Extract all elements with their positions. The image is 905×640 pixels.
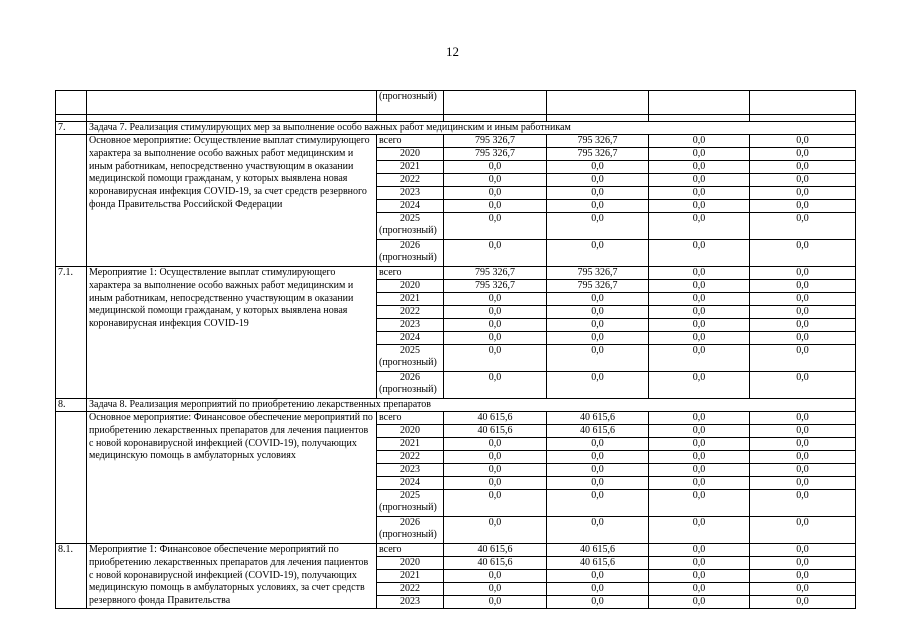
amount-cell: 0,0 bbox=[750, 174, 856, 187]
amount-cell: 0,0 bbox=[547, 477, 649, 490]
year-cell: 2021 bbox=[377, 161, 444, 174]
amount-cell: 40 615,6 bbox=[444, 557, 547, 570]
table-row bbox=[56, 91, 856, 115]
year-cell: 2022 bbox=[377, 451, 444, 464]
amount-cell: 0,0 bbox=[649, 135, 750, 148]
amount-cell: 0,0 bbox=[547, 517, 649, 544]
amount-cell: 0,0 bbox=[444, 187, 547, 200]
amount-cell: 40 615,6 bbox=[444, 544, 547, 557]
amount-cell: 0,0 bbox=[750, 267, 856, 280]
amount-cell: 0,0 bbox=[649, 345, 750, 372]
amount-cell: 0,0 bbox=[547, 319, 649, 332]
amount-cell: 0,0 bbox=[444, 161, 547, 174]
amount-cell: 0,0 bbox=[444, 240, 547, 267]
year-cell: 2023 bbox=[377, 187, 444, 200]
amount-cell: 0,0 bbox=[750, 319, 856, 332]
year-cell: 2026 (прогнозный) bbox=[377, 240, 444, 267]
year-cell: 2022 bbox=[377, 174, 444, 187]
year-cell: 2025 (прогнозный) bbox=[377, 345, 444, 372]
amount-cell: 0,0 bbox=[750, 135, 856, 148]
year-cell: 2024 bbox=[377, 332, 444, 345]
year-cell: 2023 bbox=[377, 464, 444, 477]
amount-cell: 0,0 bbox=[750, 596, 856, 609]
year-cell: всего bbox=[377, 412, 444, 425]
amount-cell: 0,0 bbox=[444, 345, 547, 372]
amount-cell: 0,0 bbox=[649, 372, 750, 399]
year-cell: 2021 bbox=[377, 438, 444, 451]
item-number bbox=[56, 135, 87, 267]
year-cell: всего bbox=[377, 544, 444, 557]
table-body bbox=[56, 91, 856, 609]
amount-cell: 0,0 bbox=[444, 293, 547, 306]
amount-cell: 0,0 bbox=[547, 345, 649, 372]
amount-cell: 0,0 bbox=[649, 306, 750, 319]
amount-cell: 0,0 bbox=[649, 200, 750, 213]
amount-cell: 0,0 bbox=[547, 240, 649, 267]
item-description: Мероприятие 1: Финансовое обеспечение мероприятий по приобретению лекарственных препаратов для лечения пациентов с новой коронавирусной инфекцией (COVID-19), получающих медицинскую помощь в амбулаторных условиях, за счет средств резервного фонда Правительства bbox=[87, 544, 377, 609]
amount-cell: 0,0 bbox=[444, 319, 547, 332]
amount-cell: 0,0 bbox=[750, 490, 856, 517]
amount-cell: 0,0 bbox=[444, 174, 547, 187]
amount-cell: 0,0 bbox=[649, 319, 750, 332]
amount-cell: 0,0 bbox=[547, 438, 649, 451]
amount-cell: 0,0 bbox=[649, 412, 750, 425]
amount-cell: 0,0 bbox=[547, 187, 649, 200]
amount-cell: 0,0 bbox=[547, 293, 649, 306]
amount-cell: 0,0 bbox=[649, 293, 750, 306]
amount-cell: 0,0 bbox=[444, 570, 547, 583]
amount-cell: 0,0 bbox=[649, 464, 750, 477]
amount-cell: 0,0 bbox=[444, 372, 547, 399]
amount-cell: 0,0 bbox=[547, 372, 649, 399]
amount-cell: 795 326,7 bbox=[444, 135, 547, 148]
amount-cell: 0,0 bbox=[750, 161, 856, 174]
amount-cell: 795 326,7 bbox=[547, 135, 649, 148]
year-cell: 2021 bbox=[377, 293, 444, 306]
amount-cell: 795 326,7 bbox=[547, 148, 649, 161]
amount-cell: 0,0 bbox=[649, 332, 750, 345]
amount-cell: 0,0 bbox=[649, 213, 750, 240]
amount-cell: 0,0 bbox=[750, 332, 856, 345]
amount-cell: 795 326,7 bbox=[444, 267, 547, 280]
amount-cell: 795 326,7 bbox=[547, 280, 649, 293]
amount-cell: 40 615,6 bbox=[444, 425, 547, 438]
item-number: 8.1. bbox=[56, 544, 87, 609]
task-title: Задача 8. Реализация мероприятий по приобретению лекарственных препаратов bbox=[87, 399, 856, 412]
amount-cell: 0,0 bbox=[649, 240, 750, 267]
task-number: 7. bbox=[56, 122, 87, 135]
amount-cell: 0,0 bbox=[750, 570, 856, 583]
amount-cell: 0,0 bbox=[649, 187, 750, 200]
amount-cell: 40 615,6 bbox=[547, 412, 649, 425]
amount-cell: 0,0 bbox=[750, 306, 856, 319]
amount-cell: 0,0 bbox=[547, 213, 649, 240]
amount-cell: 0,0 bbox=[444, 200, 547, 213]
page-number: 12 bbox=[446, 44, 459, 59]
amount-cell: 0,0 bbox=[547, 200, 649, 213]
amount-cell: 0,0 bbox=[750, 517, 856, 544]
task-number: 8. bbox=[56, 399, 87, 412]
amount-cell: 0,0 bbox=[547, 583, 649, 596]
amount-cell: 0,0 bbox=[750, 148, 856, 161]
program-finance-table bbox=[55, 90, 856, 609]
amount-cell: 0,0 bbox=[750, 438, 856, 451]
amount-cell: 0,0 bbox=[750, 464, 856, 477]
amount-cell: 0,0 bbox=[750, 280, 856, 293]
amount-cell: 0,0 bbox=[444, 332, 547, 345]
amount-cell: 0,0 bbox=[750, 544, 856, 557]
amount-cell: 0,0 bbox=[750, 477, 856, 490]
amount-cell: 0,0 bbox=[649, 517, 750, 544]
year-cell: 2021 bbox=[377, 570, 444, 583]
year-cell: 2026 (прогнозный) bbox=[377, 517, 444, 544]
item-number: 7.1. bbox=[56, 267, 87, 399]
year-cell: 2025 (прогнозный) bbox=[377, 213, 444, 240]
amount-cell: 0,0 bbox=[750, 372, 856, 399]
item-description: Основное мероприятие: Осуществление выплат стимулирующего характера за выполнение особо важных работ медицинским и иным работникам, непосредственно участвующим в оказании медицинской помощи гражданам, у которых выявлена новая коронавирусная инфекция COVID-19, за счет средств резервного фонда Правительства Российской Федерации bbox=[87, 135, 377, 267]
amount-cell: 0,0 bbox=[444, 451, 547, 464]
year-cell: (прогнозный) bbox=[377, 91, 444, 115]
amount-cell: 0,0 bbox=[649, 161, 750, 174]
task-row bbox=[56, 122, 856, 135]
amount-cell: 0,0 bbox=[547, 490, 649, 517]
amount-cell: 0,0 bbox=[750, 412, 856, 425]
year-cell: 2023 bbox=[377, 319, 444, 332]
amount-cell: 0,0 bbox=[649, 583, 750, 596]
amount-cell: 0,0 bbox=[750, 240, 856, 267]
amount-cell: 40 615,6 bbox=[547, 557, 649, 570]
item-description: Основное мероприятие: Финансовое обеспечение мероприятий по приобретению лекарственных препаратов для лечения пациентов с новой коронавирусной инфекцией (COVID-19), получающих медицинскую помощь в амбулаторных условиях bbox=[87, 412, 377, 544]
item-description: Мероприятие 1: Осуществление выплат стимулирующего характера за выполнение особо важных работ медицинским и иным работникам, непосредственно участвующим в оказании медицинской помощи гражданам, у которых выявлена новая коронавирусная инфекция COVID-19 bbox=[87, 267, 377, 399]
amount-cell: 795 326,7 bbox=[547, 267, 649, 280]
amount-cell: 0,0 bbox=[649, 596, 750, 609]
amount-cell: 0,0 bbox=[547, 306, 649, 319]
year-cell: 2024 bbox=[377, 477, 444, 490]
amount-cell: 0,0 bbox=[649, 438, 750, 451]
amount-cell: 0,0 bbox=[547, 332, 649, 345]
amount-cell: 0,0 bbox=[649, 425, 750, 438]
amount-cell: 0,0 bbox=[750, 187, 856, 200]
amount-cell: 0,0 bbox=[547, 161, 649, 174]
task-row bbox=[56, 399, 856, 412]
table-row bbox=[56, 267, 856, 280]
item-number bbox=[56, 412, 87, 544]
amount-cell: 0,0 bbox=[547, 174, 649, 187]
amount-cell: 0,0 bbox=[649, 148, 750, 161]
amount-cell: 0,0 bbox=[750, 293, 856, 306]
amount-cell: 40 615,6 bbox=[547, 425, 649, 438]
amount-cell: 795 326,7 bbox=[444, 148, 547, 161]
table-row bbox=[56, 135, 856, 148]
amount-cell: 40 615,6 bbox=[444, 412, 547, 425]
amount-cell: 0,0 bbox=[649, 557, 750, 570]
amount-cell: 0,0 bbox=[444, 306, 547, 319]
amount-cell: 0,0 bbox=[444, 464, 547, 477]
amount-cell: 0,0 bbox=[649, 280, 750, 293]
year-cell: 2020 bbox=[377, 148, 444, 161]
amount-cell: 0,0 bbox=[750, 451, 856, 464]
year-cell: 2025 (прогнозный) bbox=[377, 490, 444, 517]
task-title: Задача 7. Реализация стимулирующих мер за выполнение особо важных работ медицинским и иным работникам bbox=[87, 122, 856, 135]
amount-cell: 0,0 bbox=[649, 490, 750, 517]
amount-cell: 0,0 bbox=[444, 490, 547, 517]
year-cell: 2022 bbox=[377, 583, 444, 596]
amount-cell: 0,0 bbox=[649, 477, 750, 490]
year-cell: 2020 bbox=[377, 280, 444, 293]
year-cell: 2022 bbox=[377, 306, 444, 319]
amount-cell: 0,0 bbox=[750, 345, 856, 372]
amount-cell: 0,0 bbox=[649, 451, 750, 464]
amount-cell: 0,0 bbox=[547, 451, 649, 464]
year-cell: 2026 (прогнозный) bbox=[377, 372, 444, 399]
table-row bbox=[56, 544, 856, 557]
amount-cell: 40 615,6 bbox=[547, 544, 649, 557]
amount-cell: 0,0 bbox=[547, 570, 649, 583]
amount-cell: 795 326,7 bbox=[444, 280, 547, 293]
amount-cell: 0,0 bbox=[750, 200, 856, 213]
year-cell: 2020 bbox=[377, 557, 444, 570]
table-row bbox=[56, 412, 856, 425]
year-cell: всего bbox=[377, 135, 444, 148]
amount-cell: 0,0 bbox=[547, 596, 649, 609]
amount-cell: 0,0 bbox=[444, 596, 547, 609]
amount-cell: 0,0 bbox=[649, 570, 750, 583]
amount-cell: 0,0 bbox=[444, 477, 547, 490]
amount-cell: 0,0 bbox=[444, 583, 547, 596]
amount-cell: 0,0 bbox=[547, 464, 649, 477]
year-cell: 2023 bbox=[377, 596, 444, 609]
year-cell: 2020 bbox=[377, 425, 444, 438]
amount-cell: 0,0 bbox=[750, 583, 856, 596]
year-cell: 2024 bbox=[377, 200, 444, 213]
amount-cell: 0,0 bbox=[444, 438, 547, 451]
amount-cell: 0,0 bbox=[750, 425, 856, 438]
amount-cell: 0,0 bbox=[649, 267, 750, 280]
amount-cell: 0,0 bbox=[649, 174, 750, 187]
spacer-row bbox=[56, 115, 856, 122]
amount-cell: 0,0 bbox=[750, 557, 856, 570]
amount-cell: 0,0 bbox=[750, 213, 856, 240]
amount-cell: 0,0 bbox=[649, 544, 750, 557]
amount-cell: 0,0 bbox=[444, 517, 547, 544]
amount-cell: 0,0 bbox=[444, 213, 547, 240]
year-cell: всего bbox=[377, 267, 444, 280]
